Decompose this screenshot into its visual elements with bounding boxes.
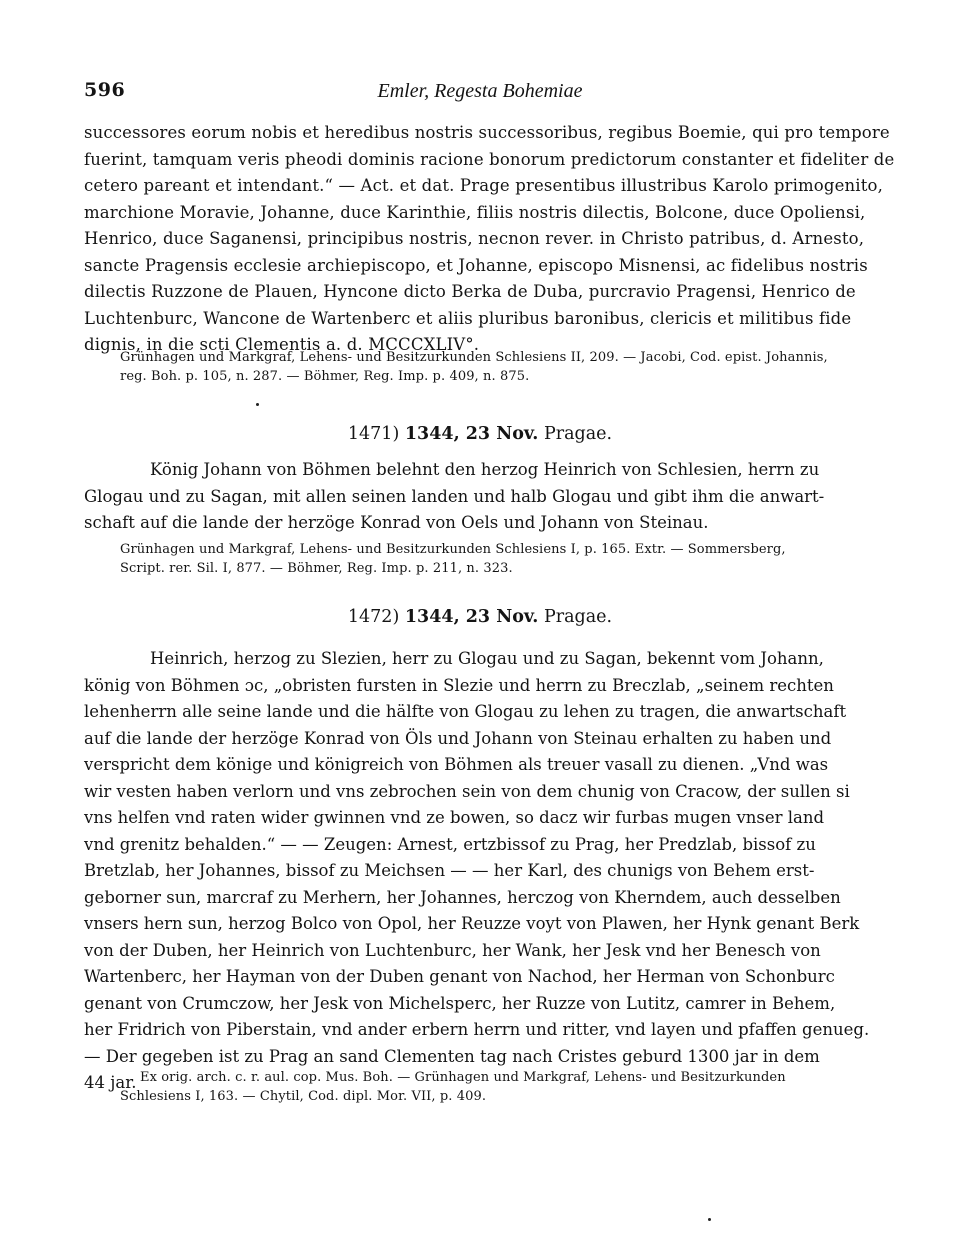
ink-speck [256, 403, 259, 406]
entry-1470-text [84, 120, 895, 359]
entry-1471-notes [120, 540, 880, 578]
entry-number: 1472) [347, 607, 400, 627]
regest-line: schaft auf die lande der herzöge Konrad von Oels und Johann von Steinau. [84, 513, 709, 532]
source-note: Grünhagen und Markgraf, Lehens- und Besitzurkunden Schlesiens II, 209. — Jacobi, Cod. epist. Johannis, [120, 350, 828, 365]
source-note: Script. rer. Sil. I, 877. — Böhmer, Reg. Imp. p. 211, n. 323. [120, 561, 513, 576]
ink-speck [708, 1218, 711, 1221]
source-note: Schlesiens I, 163. — Chytil, Cod. dipl. Mor. VII, p. 409. [120, 1089, 487, 1104]
entry-place: Pragae. [543, 424, 613, 444]
entry-place: Pragae. [543, 607, 613, 627]
text-line: vns helfen vnd raten wider gwinnen vnd ze bowen, so dacz wir furbas mugen vnser land [84, 808, 825, 827]
text-line: Heinrich, herzog zu Slezien, herr zu Glogau und zu Sagan, bekennt vom Johann, [150, 649, 824, 668]
text-line: wir vesten haben verlorn und vns zebrochen sein von dem chunig von Cracow, der sullen si [84, 781, 850, 801]
text-line: 44 jar. [84, 1073, 137, 1092]
text-line: Luchtenburc, Wancone de Wartenberc et aliis pluribus baronibus, clericis et militibus fide [84, 308, 852, 328]
text-line: — Der gegeben ist zu Prag an sand Clementen tag nach Cristes geburd 1300 jar in dem [84, 1046, 820, 1066]
text-line: vnsers hern sun, herzog Bolco von Opol, her Reuzze voyt von Plawen, her Hynk genant Berk [84, 914, 860, 933]
text-line: dignis, in die scti Clementis a. d. MCCCXLIV°. [84, 335, 480, 354]
text-line: successores eorum nobis et heredibus nostris successoribus, regibus Boemie, qui pro tempore [84, 123, 890, 142]
text-line: könig von Böhmen ɔc, „obristen fursten in Slezie und herrn zu Breczlab, „seinem rechten [84, 675, 834, 695]
text-line: sancte Pragensis ecclesie archiepiscopo, et Johanne, episcopo Misnensi, ac fidelibus nostris [84, 255, 868, 275]
text-line: Henrico, duce Saganensi, principibus nostris, necnon rever. in Christo patribus, d. Arnesto, [84, 229, 865, 248]
text-line: geborner sun, marcraf zu Merhern, her Johannes, herczog von Kherndem, auch desselben [84, 887, 841, 907]
entry-1471-regest [84, 457, 868, 537]
entry-1470-notes [120, 348, 880, 386]
text-line: Bretzlab, her Johannes, bissof zu Meichsen — — her Karl, des chunigs von Behem erst- [84, 861, 815, 880]
text-line: fuerint, tamquam veris pheodi dominis racione bonorum predictorum constanter et fideliter de [84, 149, 895, 169]
text-line: auf die lande der herzöge Konrad von Öls und Johann von Steinau erhalten zu haben und [84, 728, 832, 748]
entry-1471-heading [0, 424, 960, 444]
text-line: dilectis Ruzzone de Plauen, Hyncone dicto Berka de Duba, purcravio Pragensi, Henrico de [84, 282, 856, 301]
text-line: von der Duben, her Heinrich von Luchtenburc, her Wank, her Jesk vnd her Benesch von [84, 940, 821, 960]
text-line: genant von Crumczow, her Jesk von Michelsperc, her Ruzze von Lutitz, camrer in Behem, [84, 993, 836, 1013]
entry-date: 1344, 23 Nov. [404, 607, 539, 627]
source-note: Ex orig. arch. c. r. aul. cop. Mus. Boh. — Grünhagen und Markgraf, Lehens- und Besitzurkunden [140, 1070, 786, 1085]
entry-1472-notes [120, 1068, 880, 1106]
text-line: lehenherrn alle seine lande und die hälfte von Glogau zu lehen zu tragen, die anwartschaft [84, 702, 847, 721]
entry-1472-text [84, 646, 868, 1097]
page-number: 596 [84, 79, 126, 101]
source-note: Grünhagen und Markgraf, Lehens- und Besitzurkunden Schlesiens I, p. 165. Extr. — Sommersberg, [120, 542, 786, 557]
entry-1472-heading [0, 607, 960, 627]
text-line: vnd grenitz behalden.“ — — Zeugen: Arnest, ertzbissof zu Prag, her Predzlab, bissof zu [84, 834, 816, 854]
entry-number: 1471) [347, 424, 400, 444]
text-line: verspricht dem könige und königreich von Böhmen als treuer vasall zu dienen. „Vnd was [84, 755, 829, 774]
regest-line: König Johann von Böhmen belehnt den herzog Heinrich von Schlesien, herrn zu [150, 460, 820, 479]
entry-date: 1344, 23 Nov. [404, 424, 539, 444]
text-line: marchione Moravie, Johanne, duce Karinthie, filiis nostris dilectis, Bolcone, duce Opoliensi, [84, 202, 866, 222]
text-line: her Fridrich von Piberstain, vnd ander erbern herrn und ritter, vnd layen und pfaffen genueg. [84, 1020, 870, 1039]
source-note: reg. Boh. p. 105, n. 287. — Böhmer, Reg. Imp. p. 409, n. 875. [120, 369, 530, 384]
running-title: Emler, Regesta Bohemiae [377, 80, 583, 102]
regest-line: Glogau und zu Sagan, mit allen seinen landen und halb Glogau und gibt ihm die anwart- [84, 486, 825, 506]
text-line: cetero pareant et intendant.“ — Act. et dat. Prage presentibus illustribus Karolo primogenito, [84, 176, 883, 195]
text-line: Wartenberc, her Hayman von der Duben genant von Nachod, her Herman von Schonburc [84, 967, 835, 986]
